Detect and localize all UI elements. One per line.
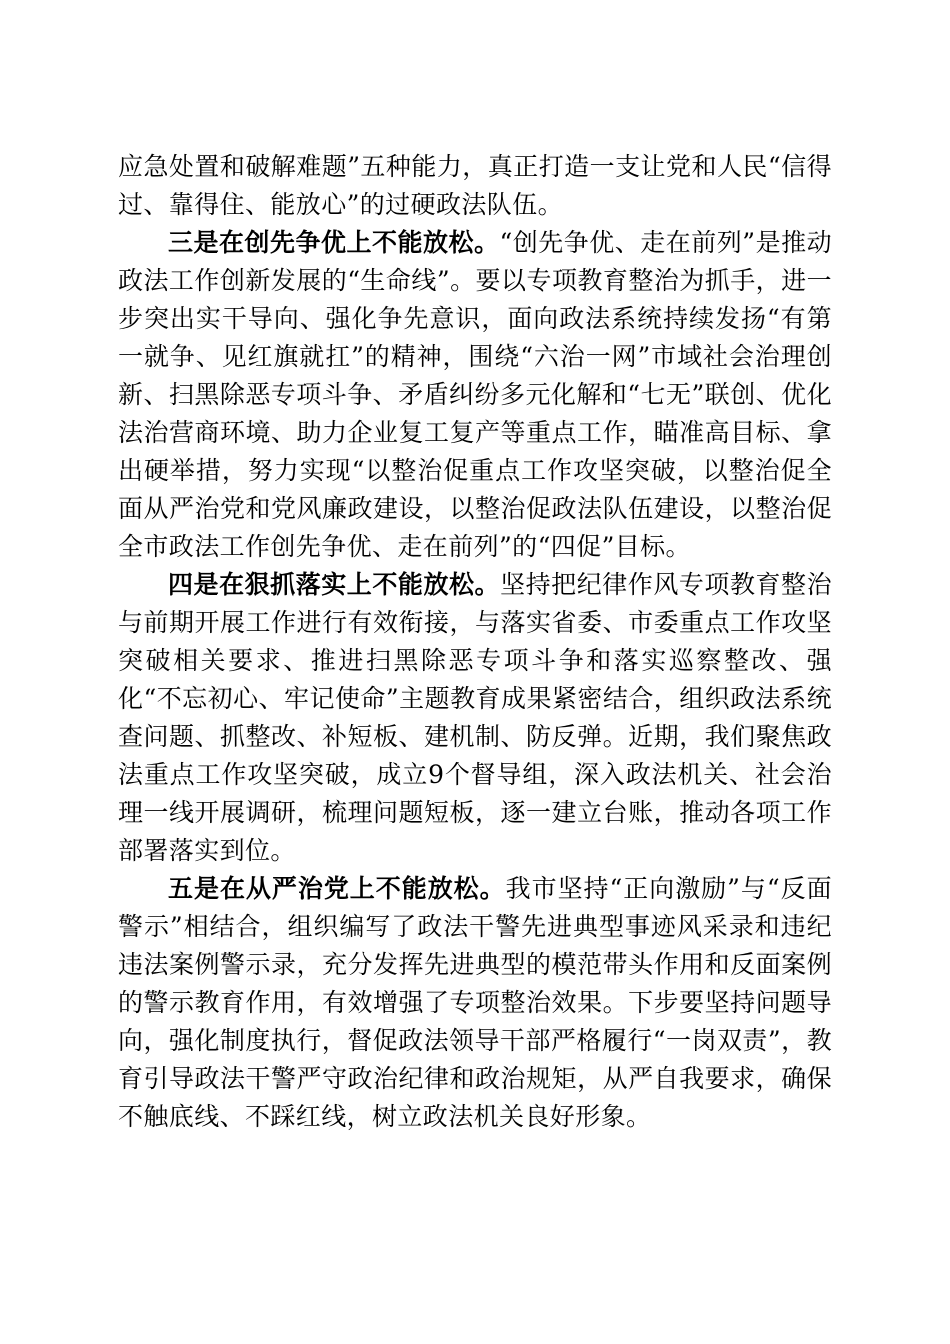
paragraph-heading: 四是在狠抓落实上不能放松。: [168, 570, 501, 599]
paragraph-continuation: [118, 148, 832, 224]
paragraph-text: 我市坚持“正向激励”与“反面警示”相结合，组织编写了政法干警先进典型事迹风采录和违纪违法案例警示录，充分发挥先进典型的模范带头作用和反面案例的警示教育作用，有效增强了专项整治效果。下步要坚持问题导向，强化制度执行，督促政法领导干部严格履行“一岗双责”，教育引导政法干警严守政治纪律和政治规矩，从严自我要求，确保不触底线、不踩红线，树立政法机关良好形象。: [118, 874, 832, 1131]
paragraph-text: 应急处置和破解难题”五种能力，真正打造一支让党和人民“信得过、靠得住、能放心”的过硬政法队伍。: [118, 152, 832, 219]
document-page: [118, 148, 832, 1136]
paragraph-three: [118, 224, 832, 566]
paragraph-heading: 三是在创先争优上不能放松。: [168, 228, 500, 257]
paragraph-four: [118, 566, 832, 870]
paragraph-five: [118, 870, 832, 1136]
paragraph-text: 坚持把纪律作风专项教育整治与前期开展工作进行有效衔接，与落实省委、市委重点工作攻坚突破相关要求、推进扫黑除恶专项斗争和落实巡察整改、强化“不忘初心、牢记使命”主题教育成果紧密结合，组织政法系统查问题、抓整改、补短板、建机制、防反弹。近期，我们聚焦政法重点工作攻坚突破，成立9个督导组，深入政法机关、社会治理一线开展调研，梳理问题短板，逐一建立台账，推动各项工作部署落实到位。: [118, 570, 833, 865]
paragraph-heading: 五是在从严治党上不能放松。: [168, 874, 506, 903]
paragraph-text: “创先争优、走在前列”是推动政法工作创新发展的“生命线”。要以专项教育整治为抓手，进一步突出实干导向、强化争先意识，面向政法系统持续发扬“有第一就争、见红旗就扛”的精神，围绕“六治一网”市域社会治理创新、扫黑除恶专项斗争、矛盾纠纷多元化解和“七无”联创、优化法治营商环境、助力企业复工复产等重点工作，瞄准高目标、拿出硬举措，努力实现“以整治促重点工作攻坚突破，以整治促全面从严治党和党风廉政建设，以整治促政法队伍建设，以整治促全市政法工作创先争优、走在前列”的“四促”目标。: [118, 228, 832, 561]
